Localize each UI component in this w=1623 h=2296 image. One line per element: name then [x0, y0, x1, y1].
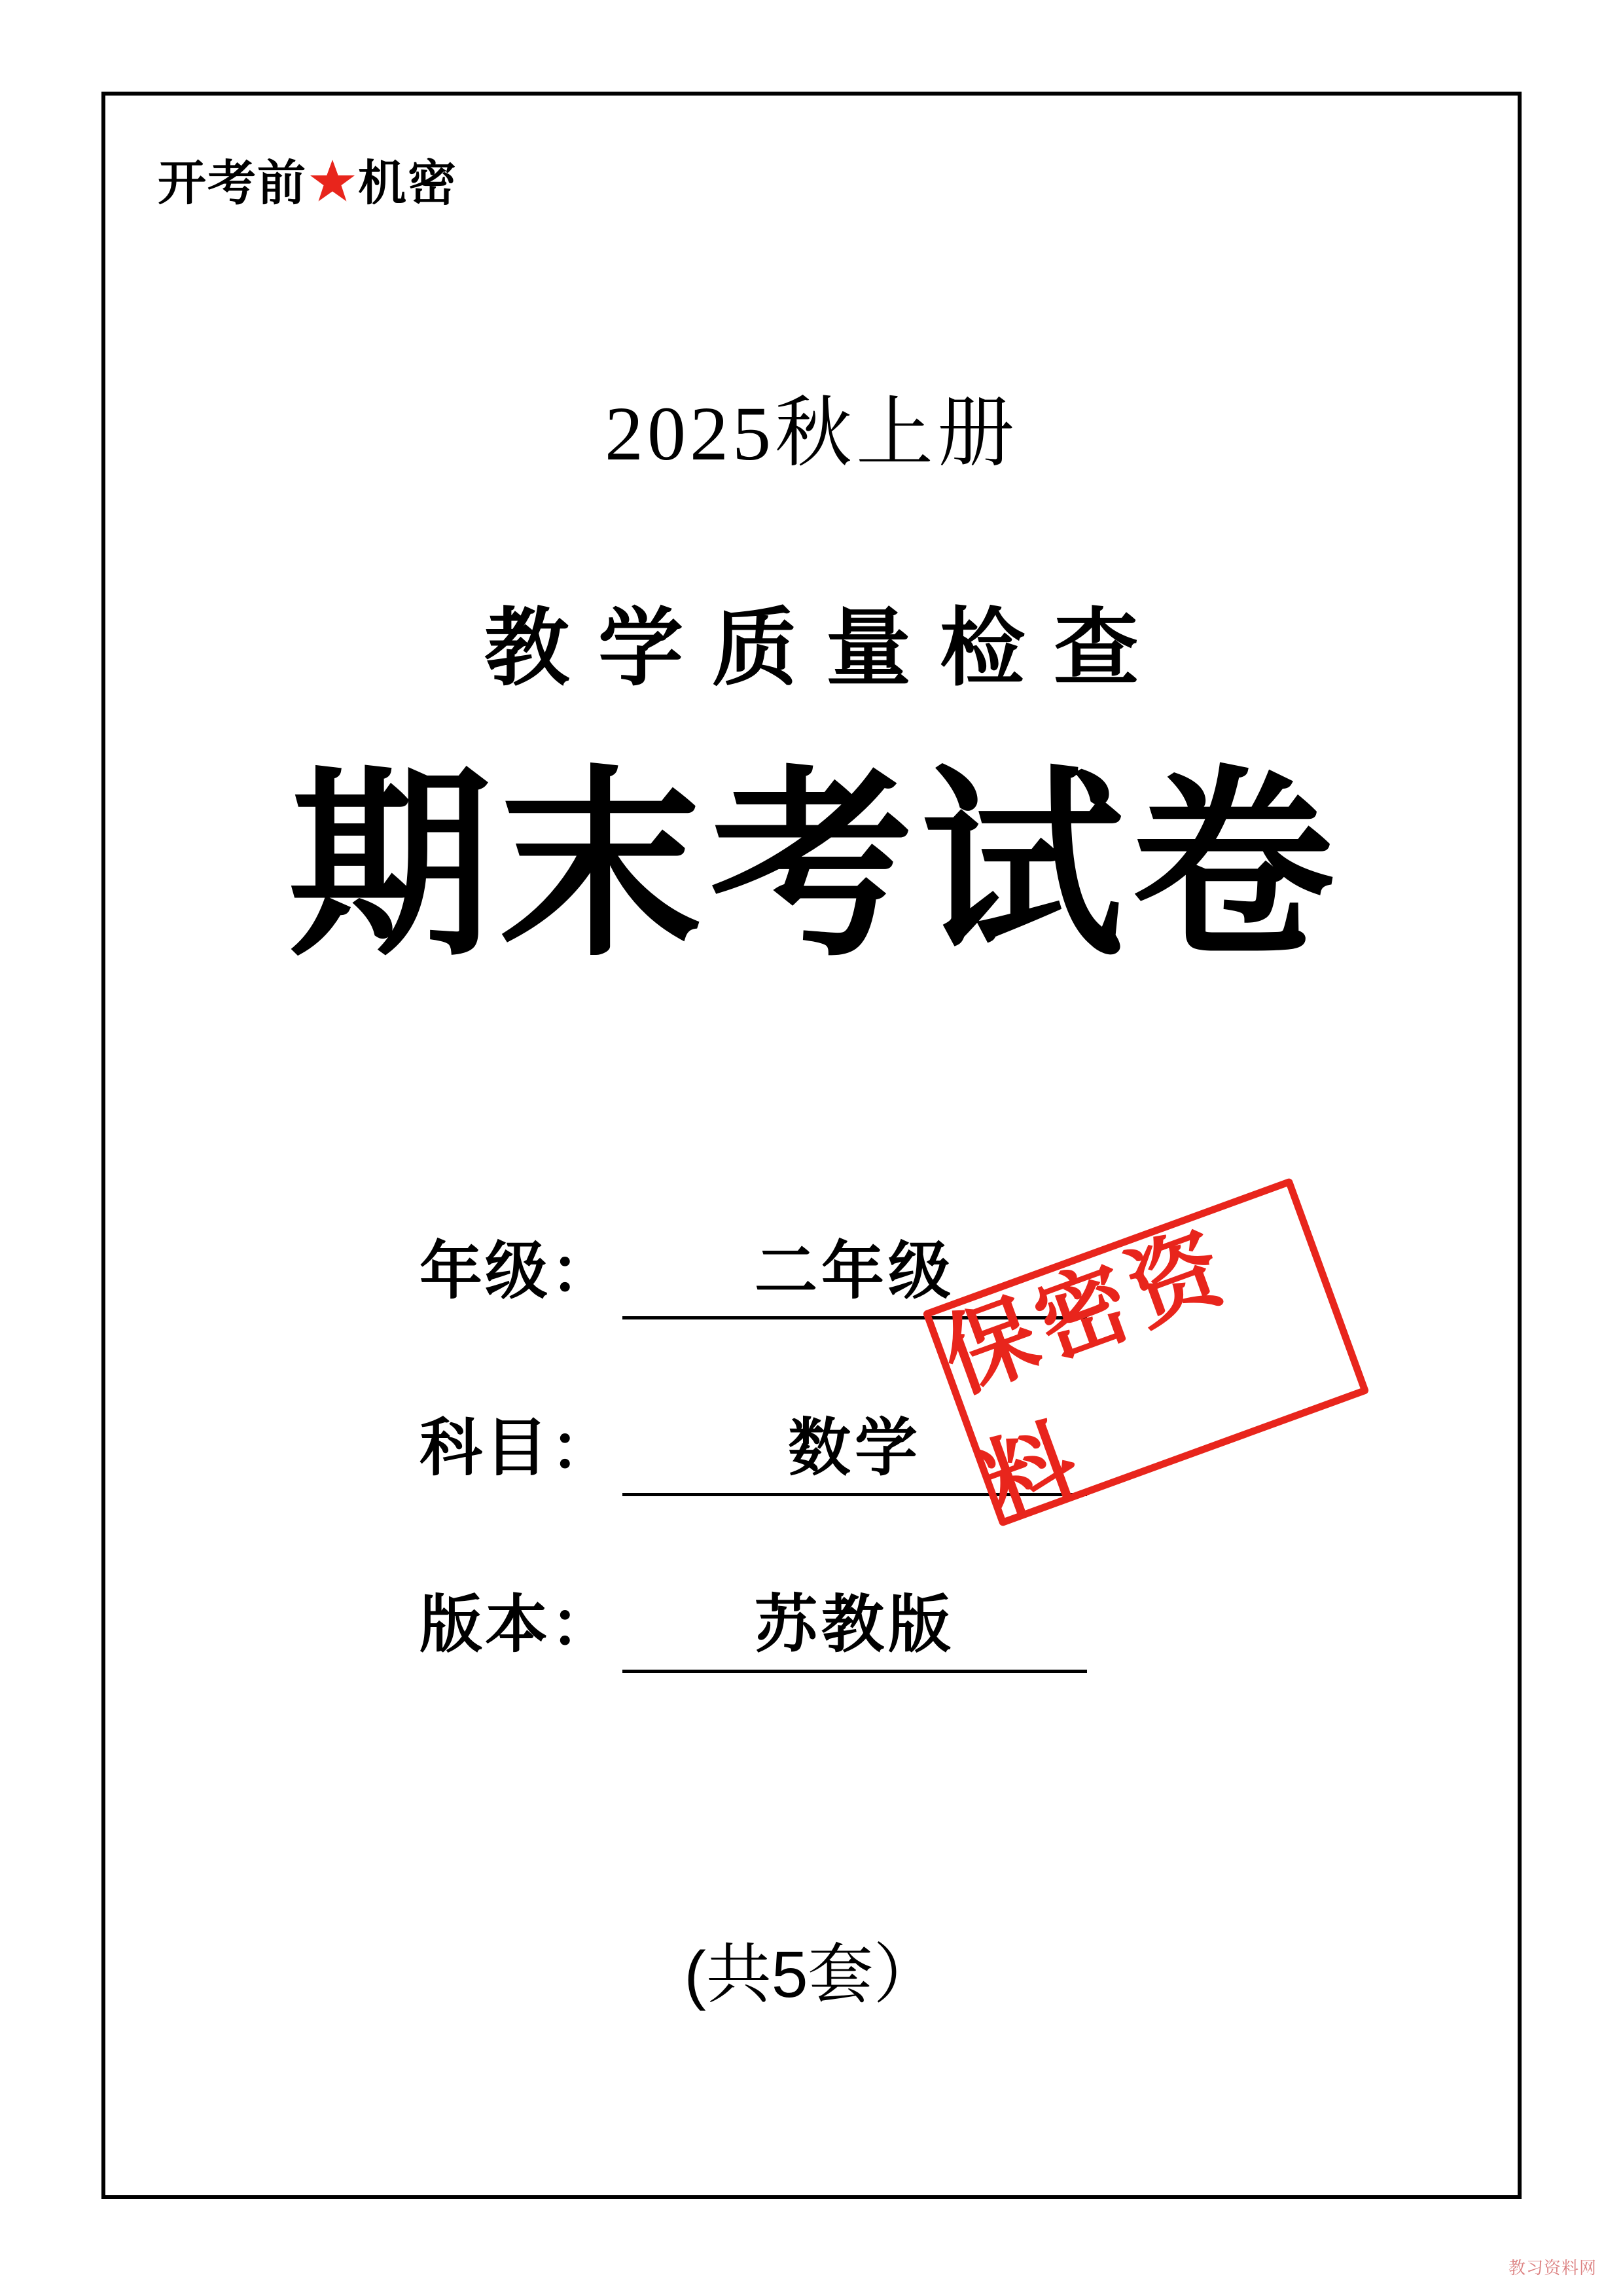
field-row-subject — [105, 1398, 1518, 1575]
secret-notice — [158, 145, 457, 214]
fields-group — [105, 1221, 1518, 1751]
red-star-icon — [308, 158, 357, 206]
secret-notice-before: 开考前 — [158, 157, 307, 211]
stamp-text: 保密资料 — [929, 1211, 1243, 1539]
year-line: 2025秋上册 — [604, 391, 1018, 476]
field-label-subject: 科目： — [419, 1413, 616, 1483]
field-value-subject: 数学 — [788, 1413, 921, 1483]
field-value-grade: 二年级 — [755, 1236, 955, 1306]
field-value-edition: 苏教版 — [755, 1590, 955, 1660]
field-row-grade — [105, 1221, 1518, 1398]
subtitle: 教学质量检查 — [484, 602, 1168, 696]
field-row-edition — [105, 1575, 1518, 1751]
field-blank-edition[interactable] — [622, 1575, 1087, 1673]
exam-cover-page — [101, 92, 1522, 2199]
field-blank-grade[interactable] — [622, 1221, 1087, 1319]
field-label-grade: 年级： — [419, 1236, 616, 1306]
secret-notice-after: 机密 — [358, 157, 457, 211]
set-count-note: (共5套） — [684, 1938, 939, 2011]
field-blank-subject[interactable] — [622, 1398, 1087, 1496]
field-label-edition: 版本： — [419, 1590, 616, 1660]
watermark: 教习资料网 — [1508, 2258, 1597, 2278]
page-title: 期末考试卷 — [289, 748, 1342, 984]
